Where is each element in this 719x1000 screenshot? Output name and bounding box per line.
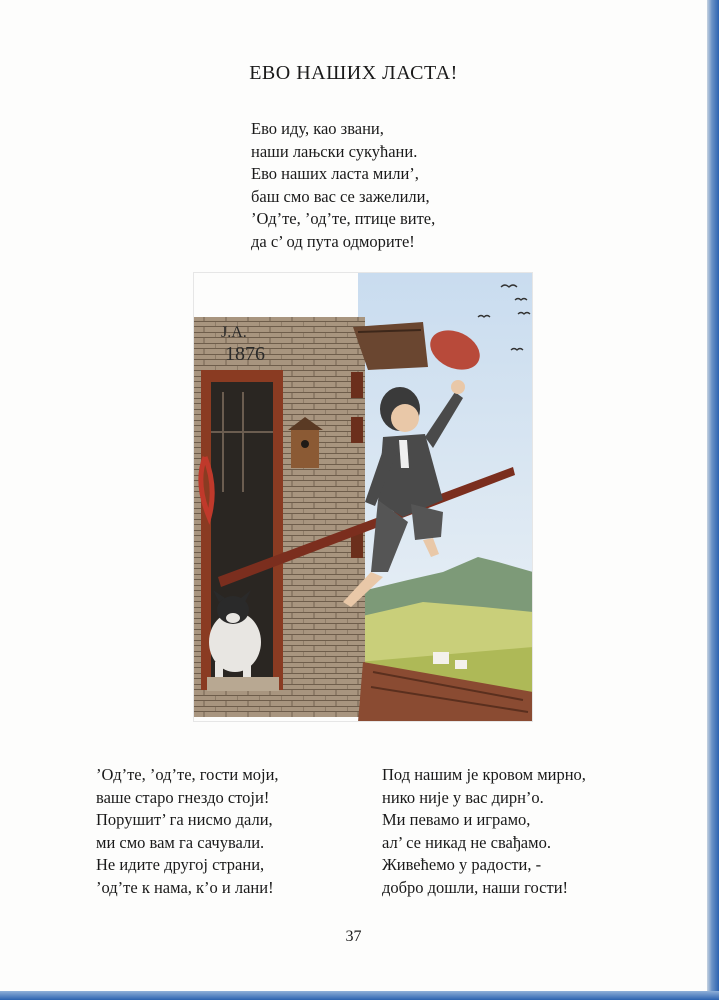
verse-line: баш смо вас се зажелили, [251,186,430,206]
verse-line: ми смо вам га сачували. [96,832,265,852]
stanza-right [382,764,586,899]
illustration-drawing [193,272,533,722]
verse-line: ’Од’те, ’од’те, гости моји, [96,765,279,784]
inscription-initials: J.A. [221,324,247,341]
stanza-left [96,764,279,899]
illustration-boy-on-beam [193,272,533,722]
verse-line: Ево иду, као звани, [251,119,384,138]
verse-line: наши лањски сукућани. [251,141,418,161]
stanza-top [251,118,435,253]
verse-line: ’Од’те, ’од’те, птице вите, [251,209,436,228]
verse-line: Живећемо у радости, - [382,855,542,874]
verse-line: Под нашим је кровом мирно, [382,765,586,784]
verse-line: Не идите другој страни, [96,855,265,874]
inscription-year: 1876 [225,343,265,365]
book-edge-bottom [0,991,719,1000]
verse-line: Порушит’ га нисмо дали, [96,810,273,829]
verse-line: добро дошли, наши гости! [382,877,569,897]
verse-line: Ево наших ласта мили’, [251,164,419,183]
verse-line: нико није у вас дирн’о. [382,787,544,807]
verse-line: ’од’те к нама, к’о и лани! [96,877,274,897]
verse-line: ал’ се никад не свађамо. [382,832,551,852]
verse-line: Ми певамо и играмо, [382,810,531,829]
page-number: 37 [345,928,362,945]
book-edge-right [707,0,719,1000]
poem-title: ЕВО НАШИХ ЛАСТА! [249,62,458,84]
verse-line: ваше старо гнездо стоји! [96,787,270,807]
verse-line: да с’ од пута одморите! [251,231,415,251]
